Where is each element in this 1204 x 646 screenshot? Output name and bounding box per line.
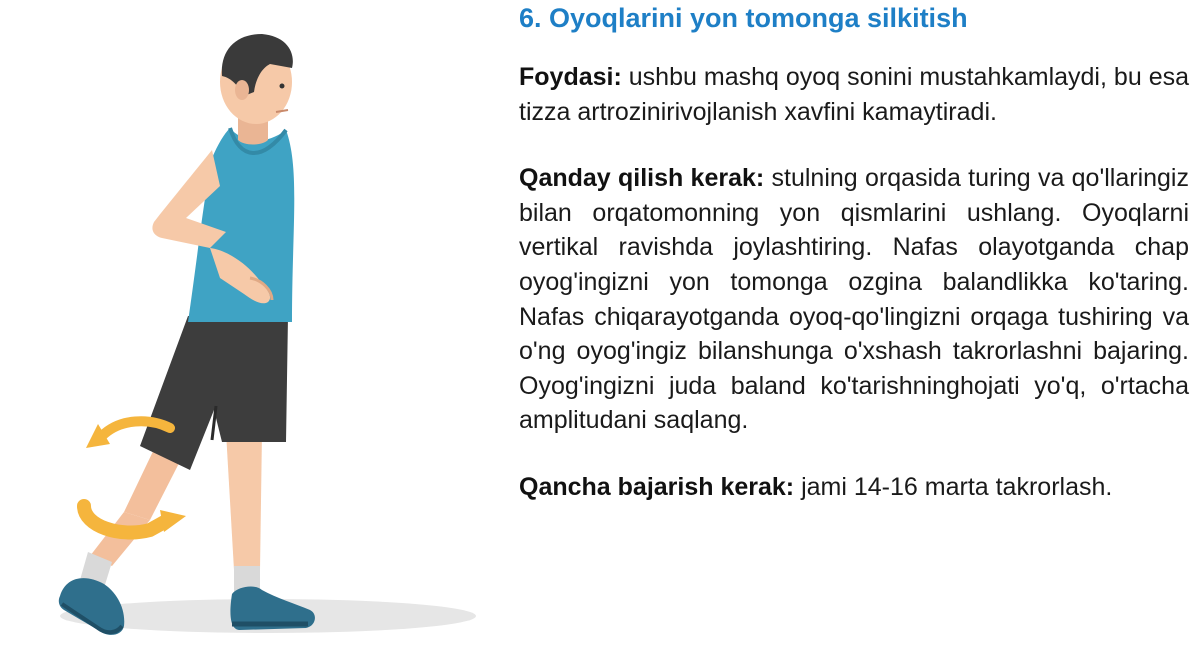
instructions-label: Qanday qilish kerak: [519,164,765,193]
repetitions-paragraph [519,470,1189,505]
shorts [140,316,288,470]
instructions-text: stulning orqasida turing va qo'llaringiz bilan orqatomonning yon qismlarini ushlang. Oyoqlarni vertikal ravishda joylashtiring. Nafas olayotganda chap oyog'ingizni yon tomonga ozgina balandlikka ko'taring. Nafas chiqarayotganda oyoq-qo'lingizni orqaga tushiring va o'ng oyog'ingiz bilanshunga o'xshash takrorlashni bajaring. Oyog'ingizni juda baland ko'tarishninghojati yo'q, o'rtacha amplitudani saqlang. [519,164,1189,435]
benefit-text: ushbu mashq oyoq sonini mustahkamlaydi, bu esa tizza artrozinirivojlanish xavfini kamaytiradi. [519,63,1190,126]
repetitions-text: jami 14-16 marta takrorlash. [801,472,1113,501]
benefit-label: Foydasi: [519,63,622,91]
repetitions-label: Qancha bajarish kerak: [519,472,795,501]
benefit-paragraph [519,60,1189,129]
exercise-title: 6. Oyoqlarini yon tomonga silkitish [519,3,968,33]
instructions-paragraph [519,161,1189,438]
exercise-illustration [0,0,500,646]
text-content [519,0,1189,505]
